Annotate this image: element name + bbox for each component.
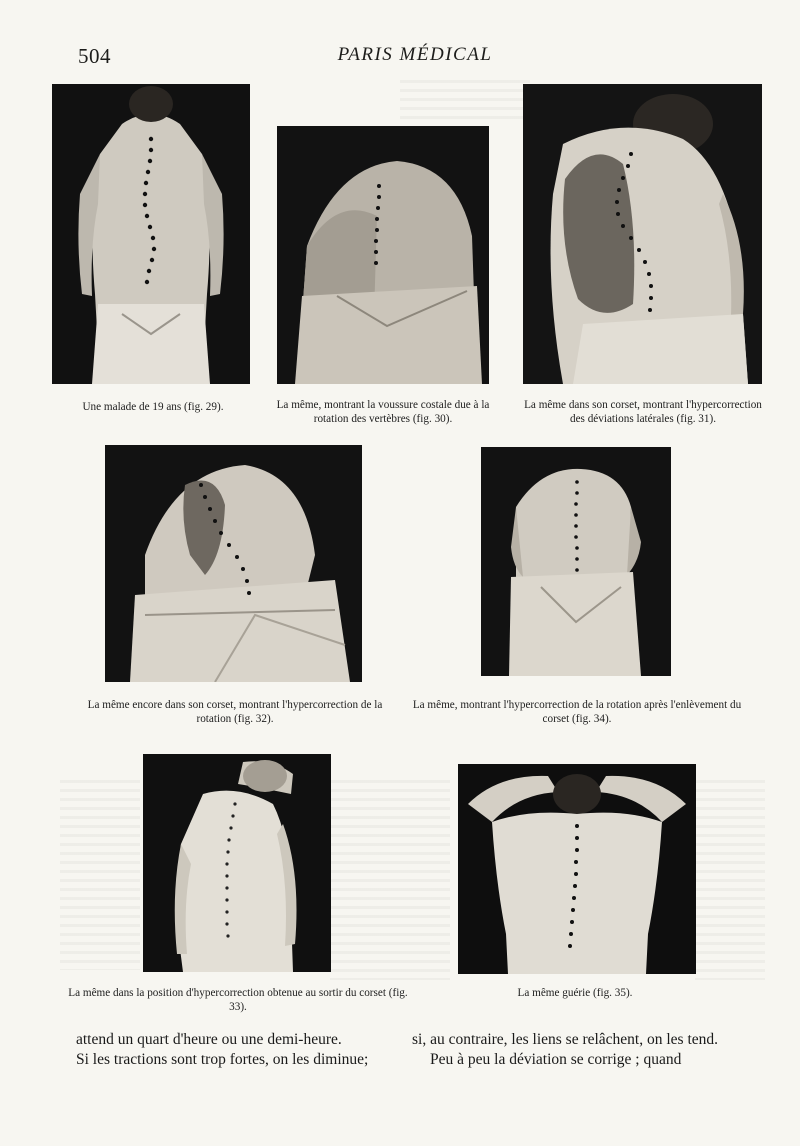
figure-30-photo: [277, 126, 489, 384]
body-text-line: Peu à peu la déviation se corrige ; quand: [430, 1051, 682, 1068]
journal-title: PARIS MÉDICAL: [337, 44, 493, 65]
figure-35-caption: La même guérie (fig. 35).: [517, 987, 633, 999]
bleed-through-text: [60, 780, 140, 970]
figure-34-photo: [481, 447, 671, 676]
figure-30-caption: La même, montrant la voussure costale due à la rotation des vertèbres (fig. 30).: [276, 399, 490, 425]
figure-32-photo: [105, 445, 362, 682]
body-text-line: si, au contraire, les liens se relâchent, on les tend.: [412, 1031, 719, 1048]
bleed-through-text: [400, 80, 530, 120]
figure-33-caption: La même dans la position d'hypercorrection obtenue au sortir du corset (fig. 33).: [68, 987, 408, 1013]
figure-35-photo: [458, 764, 696, 974]
bleed-through-text: [330, 780, 450, 980]
page-number: 504: [78, 44, 111, 68]
figure-32-caption: La même encore dans son corset, montrant l'hypercorrection de la rotation (fig. 32).: [87, 699, 383, 725]
figure-33-photo: [143, 754, 331, 972]
bleed-through-text: [695, 780, 765, 980]
figure-34-caption: La même, montrant l'hypercorrection de la rotation après l'enlèvement du corset (fig. 34).: [412, 699, 742, 725]
figure-31-photo: [523, 84, 762, 384]
figure-29-photo: [52, 84, 250, 384]
body-text-line: Si les tractions sont trop fortes, on les diminue;: [76, 1051, 369, 1068]
figure-29-caption: Une malade de 19 ans (fig. 29).: [82, 401, 224, 413]
body-text-line: attend un quart d'heure ou une demi-heure.: [76, 1031, 342, 1048]
figure-31-caption: La même dans son corset, montrant l'hypercorrection des déviations latérales (fig. 31).: [524, 399, 762, 425]
